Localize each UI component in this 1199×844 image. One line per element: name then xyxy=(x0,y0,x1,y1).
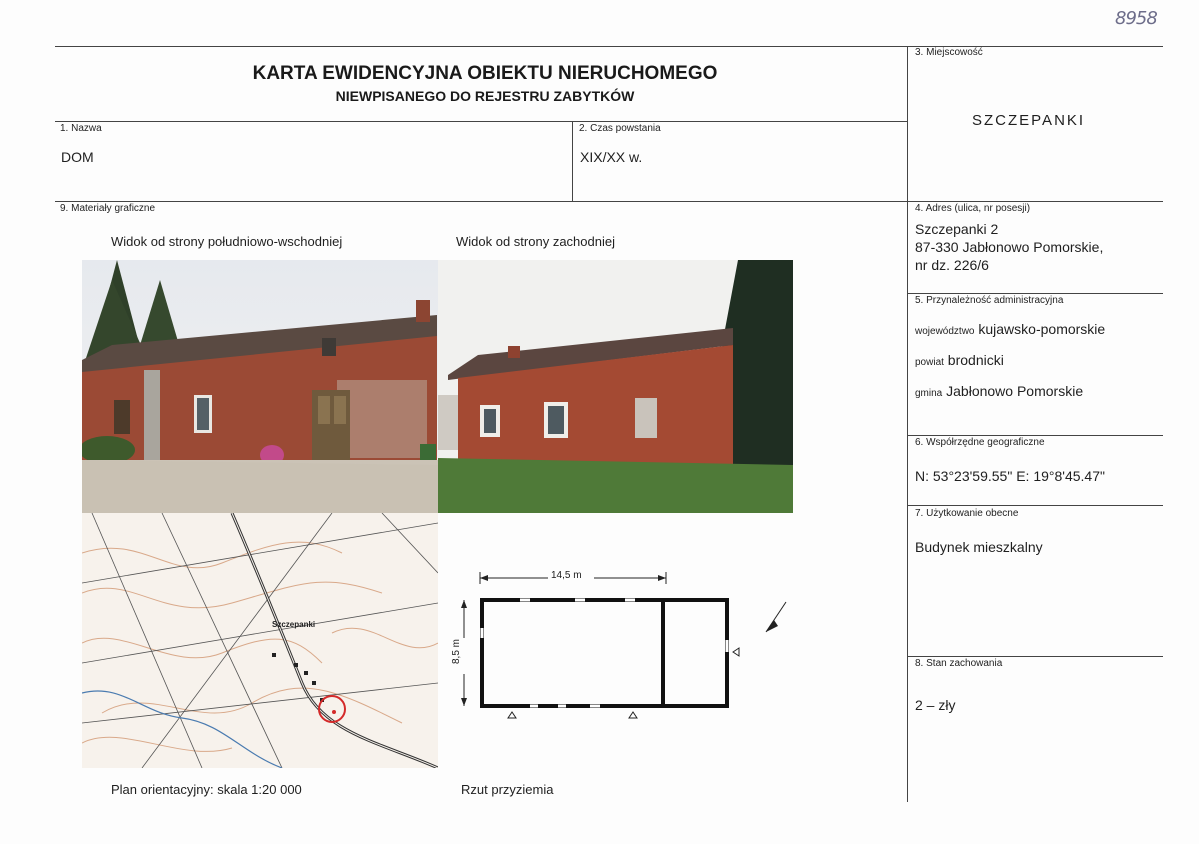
usage-value: Budynek mieszkalny xyxy=(915,539,1043,555)
top-rule xyxy=(55,46,1163,47)
caption-west-view: Widok od strony zachodniej xyxy=(456,234,615,249)
admin-commune: gmina Jabłonowo Pomorskie xyxy=(915,383,1084,399)
right-column-divider xyxy=(907,46,908,802)
address-label: 4. Adres (ulica, nr posesji) xyxy=(915,203,1031,214)
rule-after-address xyxy=(907,293,1163,294)
photo-west-view xyxy=(438,260,793,513)
location-map xyxy=(82,513,438,768)
time-value: XIX/XX w. xyxy=(580,149,643,165)
rule-after-coords xyxy=(907,505,1163,506)
state-label: 8. Stan zachowania xyxy=(915,658,1003,669)
admin-label: 5. Przynależność administracyjna xyxy=(915,295,1064,306)
plan-height-dimension: 8,5 m xyxy=(451,638,463,665)
graphics-label: 9. Materiały graficzne xyxy=(60,203,156,214)
caption-southeast-view: Widok od strony południowo-wschodniej xyxy=(111,234,343,249)
ground-plan xyxy=(450,560,790,720)
name-label: 1. Nazwa xyxy=(60,123,102,134)
admin-county: powiat brodnicki xyxy=(915,352,1004,368)
place-value: SZCZEPANKI xyxy=(972,112,1086,129)
address-line2: 87-330 Jabłonowo Pomorskie, xyxy=(915,239,1104,255)
card-subtitle: NIEWPISANEGO DO REJESTRU ZABYTKÓW xyxy=(335,88,635,104)
name-time-divider xyxy=(572,121,573,201)
header-bottom-rule xyxy=(55,121,907,122)
usage-label: 7. Użytkowanie obecne xyxy=(915,508,1019,519)
name-value: DOM xyxy=(61,149,94,165)
coords-label: 6. Współrzędne geograficzne xyxy=(915,437,1045,448)
place-label: 3. Miejscowość xyxy=(915,47,983,58)
plan-width-dimension: 14,5 m xyxy=(551,570,582,581)
caption-location-map: Plan orientacyjny: skala 1:20 000 xyxy=(111,782,302,797)
inventory-number: 8958 xyxy=(1115,8,1157,29)
rule-after-admin xyxy=(907,435,1163,436)
photo-southeast-view xyxy=(82,260,438,513)
address-line3: nr dz. 226/6 xyxy=(915,257,989,273)
state-value: 2 – zły xyxy=(915,697,956,713)
graphics-top-rule xyxy=(55,201,1163,202)
coords-value: N: 53°23'59.55" E: 19°8'45.47" xyxy=(915,468,1105,484)
admin-voivodeship: województwo kujawsko-pomorskie xyxy=(915,321,1106,337)
time-label: 2. Czas powstania xyxy=(579,123,661,134)
caption-ground-plan: Rzut przyziemia xyxy=(461,782,554,797)
map-place-label: Szczepanki xyxy=(272,620,316,629)
address-line1: Szczepanki 2 xyxy=(915,221,999,237)
north-arrow-icon xyxy=(760,598,790,638)
card-title: KARTA EWIDENCYJNA OBIEKTU NIERUCHOMEGO xyxy=(252,63,718,84)
rule-after-usage xyxy=(907,656,1163,657)
